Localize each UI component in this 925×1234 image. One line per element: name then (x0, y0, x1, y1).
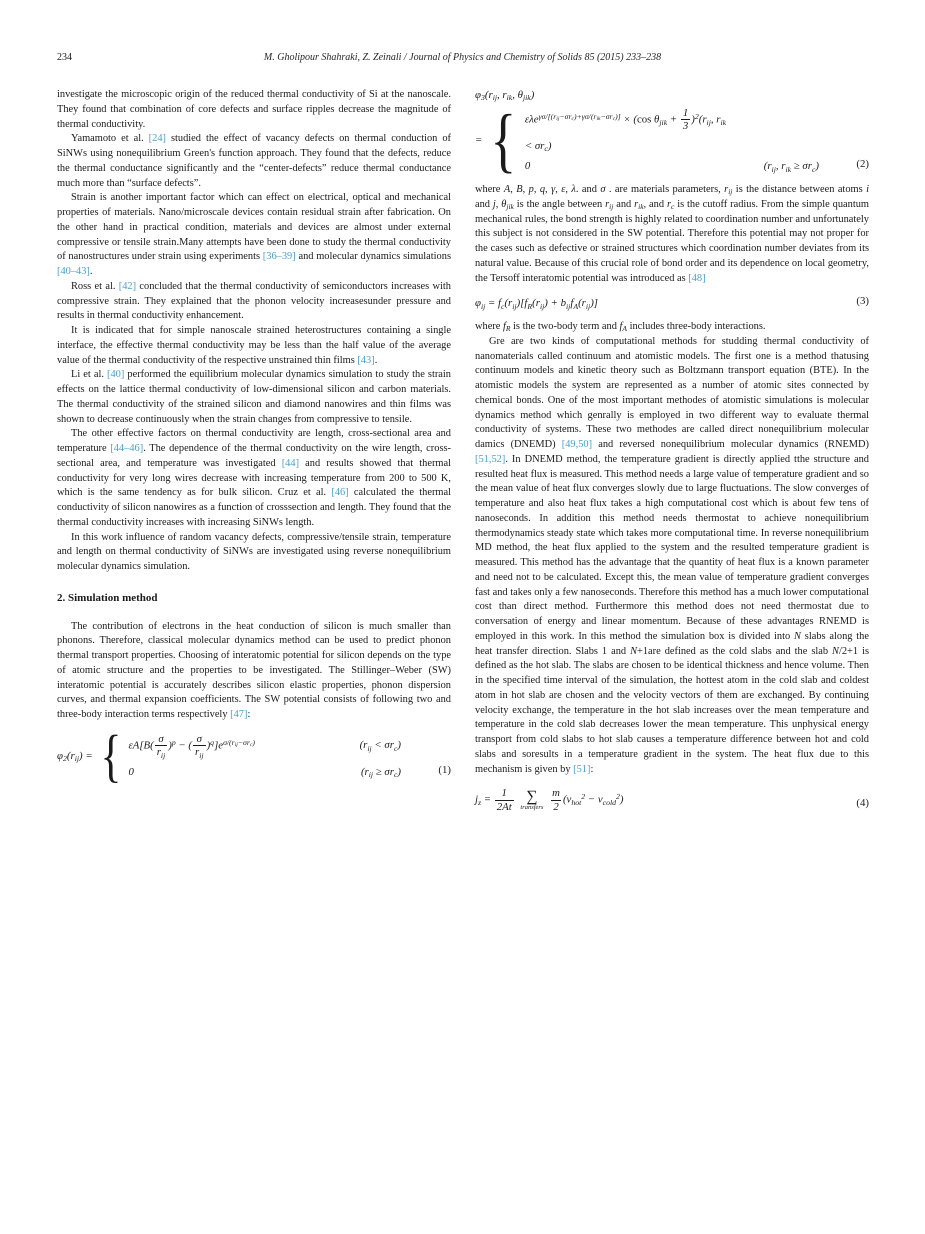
mfrac (495, 787, 514, 813)
math-script: c (393, 743, 398, 753)
inline-math: R (505, 324, 511, 334)
equation-4 (475, 787, 869, 813)
math-script: ij (74, 754, 80, 764)
equation-case: 0 $(r_{ij} \ge \sigma r_c)$ (128, 765, 401, 780)
math-script: γσ/[(rij−σrc)+γσ/(rik−σrc)] (538, 111, 621, 123)
math-script: 2 (62, 754, 67, 764)
math-script: ij (512, 301, 517, 311)
equation-3 (475, 296, 869, 311)
equation-case: < $\sigma r_c$) (524, 139, 552, 154)
citation-link[interactable]: [43] (357, 354, 375, 366)
citation-link[interactable]: [46] (331, 487, 349, 499)
inline-math: r (634, 198, 639, 210)
math-script: ij (367, 743, 372, 753)
math-script: ik (596, 116, 601, 123)
citation-link[interactable]: [24] (148, 133, 166, 145)
paragraph: where $f_R$ is the two-body term and $f_A$ includes three-body interactions. (475, 321, 766, 334)
equation-2: $\varphi_3(r_{ij}$, $r_{ik}$, $\theta_{jik}$) = { ελe$^{\gamma\sigma/[(r_{ij}-\sigma r_c)+\gamma\sigma/(r_{ik}-\sigma r_c)]}$ × (cos $\theta_{jik}$ + $\frac{1}{3}$ )$^2(r_{ij}$, $r_{ik}$ < $\sigma r_c$) 0 ($r_{ij}$, $r_{ik} \ge \sigma r_c$) (2) (475, 89, 869, 181)
paragraph: where A, B, p, q, γ, ε, λ. and σ . are materials parameters, $r_{ij}$ is the distance between atoms i and j, $\theta_{jik}$ is the angle between $r_{ij}$ and $r_{ik}$, and $r_c$ is the cutoff radius. From the simple quantum mechanical rules, the bond strength is highly related to coordination number and unfortunately this subject is not considered in the SW potential. Therefore this potential may not proper for the cases such as defective or strained structures which coordination number deviates from its natural value. Because of this crucial role of bond order and its dependence on local geometry, the Tersoff interatomic potential was introduced as [48] (475, 184, 870, 284)
paragraph: Yamamoto et al. [24] studied the effect of vacancy defects on thermal conduction of SiNWs using nonequilibrium Green's function approach. They found that the defects, reduce the thermal conductance significantly and the “center-defects” reduce thermal conductance much more than “surface defects”. (57, 133, 451, 189)
equation-body: $\varphi_{ij} = f_c(r_{ij})[f_R(r_{ij}) + b_{ij}f_A(r_{ij})]$ (475, 297, 599, 311)
equation-case: 0 ($r_{ij}$, $r_{ik} \ge \sigma r_c$) (524, 160, 819, 174)
mden: $r_{ij}$ (156, 746, 166, 760)
math-script: ik (785, 164, 792, 174)
page-number: 234 (57, 52, 72, 63)
equation-case: ελe$^{\gamma\sigma/[(r_{ij}-\sigma r_c)+\gamma\sigma/(r_{ik}-\sigma r_c)]}$ × (cos $\theta_{jik}$ + $\frac{1}{3}$ )$^2(r_{ij}$, $r_{ik}$ (524, 106, 727, 133)
equation-number: (2) (856, 158, 869, 171)
citation-link[interactable]: [44–46] (110, 443, 144, 454)
math-script: ij (556, 116, 560, 123)
paragraph: The other effective factors on thermal conductivity are length, cross-sectional area and temperature [44–46]. The dependence of the thermal conductivity on the wire length, cross-sectional area, and temperature was investigated [44] and results showed that thermal conductivity for very long wires decrease with increasing temperature from 200 to 500 K, which is the same tendency as for bulk silicon. Cruz et al. [46] calculated the thermal conductivity of silicon nanowires as a function of crosssection and length. They found that the thermal conductivity increases with increasing SiNWs length. (57, 428, 451, 528)
math-script: cold (602, 798, 617, 808)
inline-math: jik (506, 202, 514, 212)
math-script: jik (659, 117, 668, 127)
citation-link[interactable]: [40] (107, 369, 125, 381)
citation-link[interactable]: [48] (688, 272, 706, 284)
math-script: ik (720, 117, 727, 127)
inline-math: q (539, 184, 546, 196)
math-script: ij (565, 301, 571, 311)
math-script: q (210, 737, 215, 747)
inline-math: λ (571, 184, 576, 196)
mnum: σ (196, 732, 202, 745)
citation-link[interactable]: [51] (573, 763, 591, 775)
running-head: M. Gholipour Shahraki, Z. Zeinali / Journal of Physics and Chemistry of Solids 85 (2015) 233–238 (263, 52, 662, 63)
inline-math: f (619, 321, 623, 333)
math-script: jik (522, 93, 531, 103)
inline-math: ik (638, 202, 644, 212)
mden: 3 (682, 120, 689, 133)
math-script: A (573, 301, 579, 311)
msig: ∑ (526, 787, 538, 805)
equation-lhs: $\varphi_3(r_{ij}$, $r_{ik}$, $\theta_{jik}$) (475, 89, 535, 103)
paragraph: Strain is another important factor which can effect on electrical, optical and mechanical properties of materials. Nano/microscale devices contain residual strain after fabrication. On the other hand in practical condition, materials and devices are almost under external compressive or tensile strain.Many attempts have been done to study the thermal conductivity of nanostructures under strain using experiments [36–39] and molecular dynamics simulations [40–43]. (57, 192, 451, 277)
math-script: c (612, 116, 616, 123)
citation-link[interactable]: [47] (230, 709, 248, 720)
math-script: ij (480, 301, 486, 311)
math-script: R (527, 301, 533, 311)
mden: $r_{ij}$ (195, 746, 204, 760)
right-column (475, 88, 869, 822)
equation-case: εA[B( σ $r_{ij}$ )$^p$ − ( σ $r_{ij}$ )$^q]e^{\sigma/(r_{ij}-\sigma r_c)}$ $(r_{ij} < \sigma r_c)$ (128, 732, 401, 760)
mden: 2 (553, 800, 559, 813)
math-script: p (171, 737, 176, 747)
paragraph: In this work influence of random vacancy defects, compressive/tensile strain, temperature and length on thermal conductivity of SiNWs are investigated using reverse nonequilibrium molecular dynamics simulation. (57, 531, 451, 572)
mnum: σ (158, 732, 164, 745)
inline-math: A (503, 184, 511, 196)
mfrac (681, 107, 690, 133)
inline-math: σ (600, 184, 606, 196)
citation-link[interactable]: [40–43] (57, 266, 90, 277)
equation-1: $\varphi_2(r_{ij})$ = { εA[B( σ $r_{ij}$ )$^p$ − ( σ $r_{ij}$ )$^q]e^{\sigma/(r_{ij}-\sigma r_c)}$ $(r_{ij} < \sigma r_c)$ 0 $(r_{ij} \ge \sigma r_c)$ (1) (57, 723, 451, 789)
mfrac (550, 787, 562, 813)
citation-link[interactable]: [49,50] (561, 439, 593, 451)
mnum: 1 (682, 106, 689, 119)
msumb: transfers (520, 804, 544, 812)
left-column (57, 88, 451, 788)
math-script: σ/(rij−σrc) (223, 737, 255, 749)
math-script: ij (368, 770, 374, 780)
mnum: m (552, 787, 560, 800)
mden: 2At (496, 800, 512, 813)
mnum: 1 (501, 787, 507, 800)
math-script: 3 (480, 93, 485, 103)
paragraph: Ross et al. [42] concluded that the thermal conductivity of semiconductors increases with compressive strain. They explained that the phonon velocity increasesunder pressure and results in thermal conductivity enhancement. (57, 280, 451, 322)
section-heading: 2. Simulation method (57, 591, 158, 604)
inline-math: i (866, 184, 869, 196)
inline-math: N (832, 645, 839, 657)
math-script: c (501, 301, 505, 311)
equation-lhs: = (475, 134, 483, 147)
math-script: ij (539, 301, 545, 311)
inline-math: N (630, 645, 637, 657)
inline-math: r (605, 198, 610, 210)
math-script: c (811, 164, 816, 174)
inline-math: γ (551, 184, 556, 196)
math-script: ij (199, 750, 204, 760)
math-script: ik (506, 93, 513, 103)
paragraph: The contribution of electrons in the heat conduction of silicon is much smaller than phonons. Therefore, classical molecular dynamics method can be used to predict phonon thermal transport properties. Choosing of interatomic potential for silicon depends on the type of atomic structure and the properties to be investigated. The Stillinger–Weber (SW) interatomic potential is accurately describes silicon elastic properties, phonon dispersion curves, and thermal expansion coefficients. The SW potential consists of following two and three-body interaction terms respectively [47]: (57, 620, 451, 720)
paragraph: Gre are two kinds of computational methods for studding thermal conductivity of nanomaterials called continuum and atomistic models. The first one is a method thatusing continuum models and kinetic theory such as Boltzmann transport equation (BTE). In the atomistic models the system are represented as a number of atomic sites connected by chemical bonds. One of the most important methodes of atomistic simulations is molecular dynamics method which genrally is employed in two different way to evaluate thermal conductivity of systems. These two methodes are called direct nonequilibrium molecular damics (DNEMD) [49,50] and reversed nonequilibrium molecular dynamics (RNEMD) [51,52]. In DNEMD method, the temperature gradient is directly applied tthe structure and resulted heat flux is measured. This method needs a large value of temperature gradient and so the mean value of heat flux converges slowly due to large fluctuations. The slow converges of temperature and also heat flux takes a high computational cost which is about few tens of nanoseconds. In addition this method needs thermostat to achieve nonequilibrium thermodynamics steady state which takes more computational time. In reverse nonequilibrium MD method, the heat flux applied to the system and the resulted temperature gradient is measured. This method has the advantage that the quantity of heat flux is a known parameter and need not to be calculated. Except this, the mean value of temperature gradient converges fast and takes only a few nanoseconds. Therefore this method has a much lower computational cost than direct method. Furthermore this method does not need thermostat due to conversation of energy and linear momentum. Because of these advantages RNEMD is employed in this work. In this method the simulation box is divided into N slabs along the heat transfer direction. Slabs 1 and N+1are defined as the cold slabs and the slab N/2+1 is defined as the hot slab. The slabs are chosen to be identical thickness and hence volume. Then in the specified time interval of the simulation, the hottest atom in the cold slab and coldest atom in hot slab are chosen and the velocity vectors of them are exchanged. By continuing velocity exchange, the temperature in the hot slab increases over the mean temperature and temperature in the cold slab decreases lower the mean temperature. This unphysical energy transport from cold slabs to hot slab causes a temperature difference between hot and cold slabs and soresults in a temperature gradient in the system. The heat flux due to this mechanism is given by [51]: (475, 335, 869, 775)
math-script: c (249, 742, 253, 749)
math-script: ij (160, 750, 166, 760)
paragraph: investigate the microscopic origin of the reduced thermal conductivity of Si at the nanoscale. They found that combination of core defects and surface ripples decrease the magnitude of thermal conductivity. (57, 89, 451, 130)
math-script: ij (771, 164, 776, 174)
inline-math: B (516, 184, 523, 196)
mfrac (193, 733, 206, 759)
math-script: z (478, 798, 482, 808)
inline-math: ε (561, 184, 566, 196)
inline-math: c (671, 202, 675, 212)
math-script: c (393, 770, 398, 780)
math-script: hot (571, 798, 582, 808)
math-script: 2 (694, 111, 699, 121)
inline-math: p (528, 184, 534, 196)
equation-number: (1) (438, 763, 451, 776)
math-script: ij (234, 742, 238, 749)
equation-number: (3) (856, 295, 869, 308)
citation-link[interactable]: [44] (281, 457, 300, 469)
math-script: ij (706, 117, 711, 127)
inline-math: ij (728, 187, 733, 197)
math-script: ij (492, 93, 498, 103)
equation-number: (4) (856, 797, 869, 810)
math-script: c (571, 116, 574, 123)
mrm: cos (636, 113, 652, 126)
citation-link[interactable]: [36–39] (262, 251, 296, 263)
math-script: 2 (581, 792, 586, 802)
citation-link[interactable]: [42] (118, 280, 137, 292)
inline-math: r (724, 184, 729, 196)
math-script: c (544, 144, 548, 154)
paragraph: Li et al. [40] performed the equilibrium molecular dynamics simulation to study the strain effects on the lattice thermal conductivity of low-dimensional silicon and carbon materials. The thermal conductivity of the strained silicon and diamond nanowires and thin films was shown to decrease continuously when the strain changes from compressive to tensile. (57, 369, 451, 425)
inline-math: f (502, 321, 506, 333)
inline-math: N (794, 630, 801, 642)
inline-math: ij (609, 202, 614, 212)
math-script: ij (585, 301, 591, 311)
math-script: 2 (616, 792, 620, 802)
equation-body: $j_z$ = $\frac{1}{2At}$ ∑ transfers $\frac{m}{2}$ $(v_{hot}^2 - v_{cold}^2)$ (475, 787, 624, 813)
inline-math: r (666, 198, 671, 210)
inline-math: A (622, 324, 627, 334)
inline-math: θ (501, 198, 507, 210)
page-header (57, 52, 868, 63)
citation-link[interactable]: [51,52] (475, 453, 506, 465)
mfrac (155, 733, 168, 759)
msum (520, 789, 543, 812)
paragraph: It is indicated that for simple nanoscale strained heterostructures containing a single interface, the effective thermal conductivity may be less than the half value of the average value of the thermal conductivity of the respective unstrained thin films [43]. (57, 325, 451, 366)
inline-math: j (492, 198, 496, 210)
equation-lhs: $\varphi_2(r_{ij})$ = (57, 749, 93, 764)
